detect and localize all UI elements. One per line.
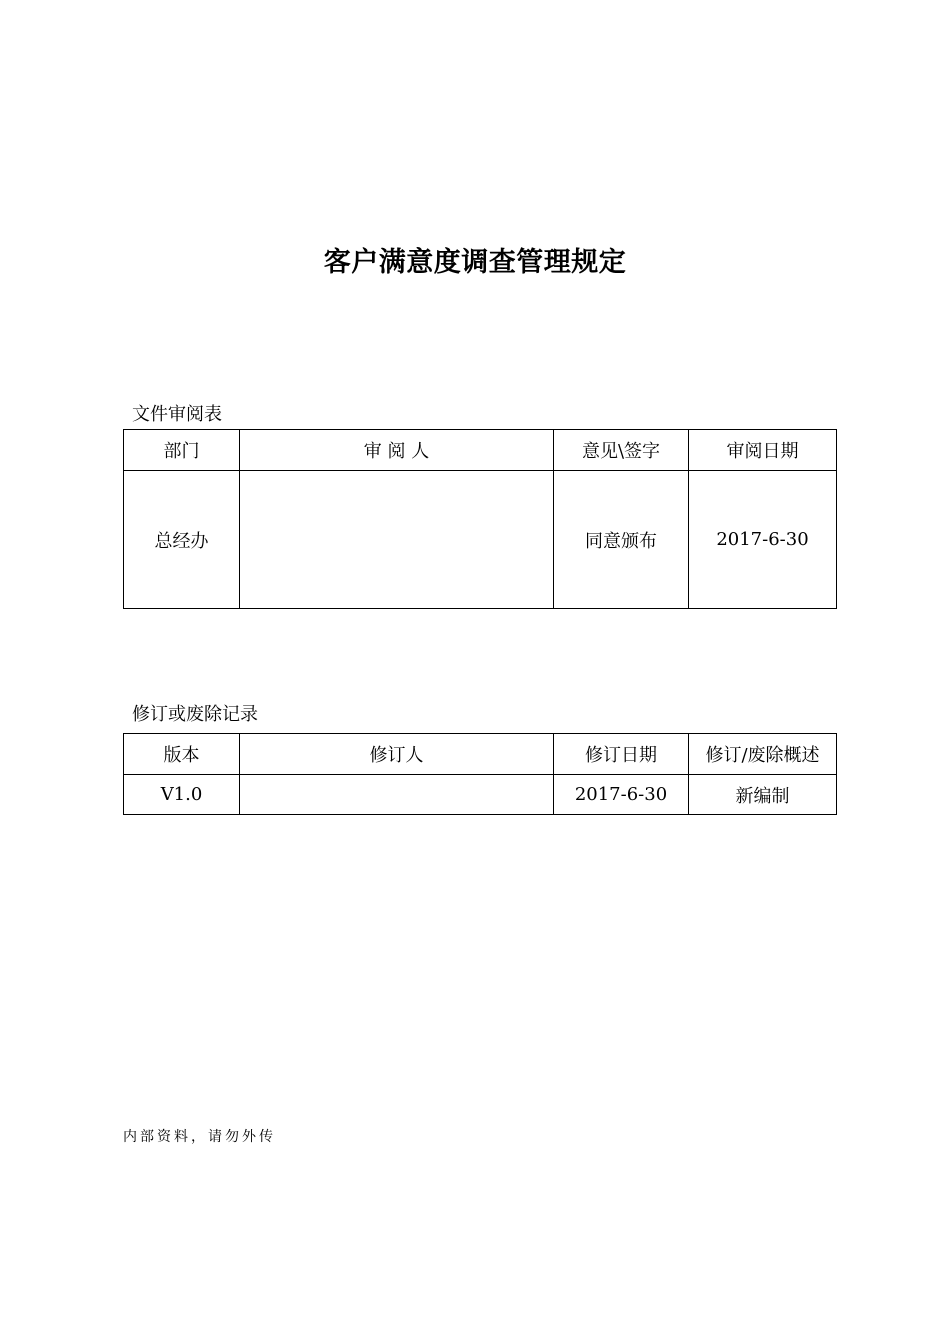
header-reviser: 修订人 bbox=[240, 734, 554, 775]
revision-table-header-row bbox=[124, 734, 837, 775]
review-table-header-row bbox=[124, 430, 837, 471]
table-row bbox=[124, 775, 837, 815]
footer-note: 内部资料，请勿外传 bbox=[123, 1129, 276, 1145]
cell-opinion: 同意颁布 bbox=[554, 471, 689, 609]
cell-reviser bbox=[240, 775, 554, 815]
header-version: 版本 bbox=[124, 734, 240, 775]
cell-version: V1.0 bbox=[124, 775, 240, 815]
header-review-date: 审阅日期 bbox=[689, 430, 837, 471]
review-table-label: 文件审阅表 bbox=[132, 404, 222, 425]
header-department: 部门 bbox=[124, 430, 240, 471]
cell-department: 总经办 bbox=[124, 471, 240, 609]
header-reviewer: 审 阅 人 bbox=[240, 430, 554, 471]
revision-table-label: 修订或废除记录 bbox=[132, 704, 258, 725]
table-row bbox=[124, 471, 837, 609]
review-table bbox=[123, 429, 837, 609]
cell-reviewer bbox=[240, 471, 554, 609]
header-revision-date: 修订日期 bbox=[554, 734, 689, 775]
cell-review-date: 2017-6-30 bbox=[689, 471, 837, 609]
revision-table bbox=[123, 733, 837, 815]
header-opinion-signature: 意见\签字 bbox=[554, 430, 689, 471]
cell-revision-summary: 新编制 bbox=[689, 775, 837, 815]
cell-revision-date: 2017-6-30 bbox=[554, 775, 689, 815]
document-title: 客户满意度调查管理规定 bbox=[323, 247, 627, 278]
header-revision-summary: 修订/废除概述 bbox=[689, 734, 837, 775]
